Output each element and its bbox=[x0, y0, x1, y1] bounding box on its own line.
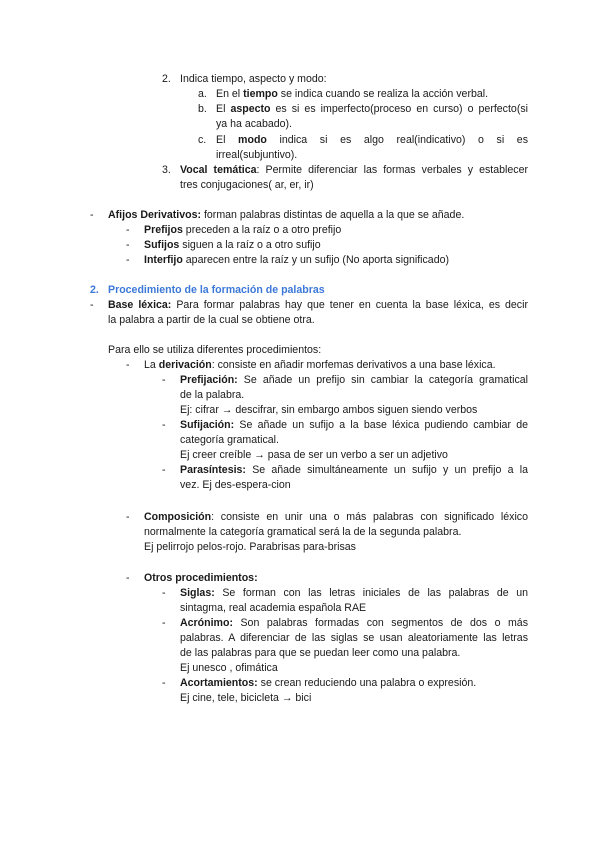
acronimo-line: Acrónimo: Son palabras formadas con segmentos de dos o más bbox=[180, 617, 528, 629]
otros-dash: - bbox=[126, 572, 130, 584]
para-line: Para ello se utiliza diferentes procedimientos: bbox=[108, 344, 322, 356]
afijos-line: Afijos Derivativos: forman palabras distintas de aquella a la que se añade. bbox=[108, 209, 465, 221]
afijo-dash: - bbox=[126, 254, 130, 266]
siglas-cont: sintagma, real academia española RAE bbox=[180, 602, 367, 614]
acronimo-cont-2: de las palabras para que se puedan leer como una palabra. bbox=[180, 647, 461, 659]
parasint-cont: vez. Ej des-espera-cion bbox=[180, 479, 291, 491]
suf-dash: - bbox=[162, 419, 166, 431]
item-b-line: El aspecto es si es imperfecto(proceso en curso) o perfecto(si bbox=[216, 103, 528, 115]
suf-line: Sufijación: Se añade un sufijo a la base léxica pudiendo cambiar de bbox=[180, 419, 528, 431]
afijo-dash: - bbox=[126, 224, 130, 236]
pref-example: Ej: cifrar → descifrar, sin embargo ambos siguen siendo verbos bbox=[180, 404, 478, 416]
deriv-dash: - bbox=[126, 359, 130, 371]
section-number: 2. bbox=[90, 284, 99, 296]
indica-line: Indica tiempo, aspecto y modo: bbox=[180, 73, 327, 85]
afijos-dash: - bbox=[90, 209, 94, 221]
pref-cont: de la palabra. bbox=[180, 389, 245, 401]
item-a-line: En el tiempo se indica cuando se realiza la acción verbal. bbox=[216, 88, 489, 100]
acort-line: Acortamientos: se crean reduciendo una palabra o expresión. bbox=[180, 677, 477, 689]
vocal-cont: tres conjugaciones( ar, er, ir) bbox=[180, 179, 314, 191]
siglas-dash: - bbox=[162, 587, 166, 599]
comp-line: Composición: consiste en unir una o más palabras con significado léxico bbox=[144, 511, 528, 523]
afijo-dash: - bbox=[126, 239, 130, 251]
list-number-2: 2. bbox=[162, 73, 171, 85]
item-b-cont: ya ha acabado). bbox=[216, 118, 292, 130]
base-line: Base léxica: Para formar palabras hay que tener en cuenta la base léxica, es decir bbox=[108, 299, 528, 311]
acronimo-dash: - bbox=[162, 617, 166, 629]
afijo-sufijos: Sufijos siguen a la raíz o a otro sufijo bbox=[144, 239, 321, 251]
siglas-line: Siglas: Se forman con las letras iniciales de las palabras de un bbox=[180, 587, 528, 599]
list-number-3: 3. bbox=[162, 164, 171, 176]
parasint-dash: - bbox=[162, 464, 166, 476]
base-dash: - bbox=[90, 299, 94, 311]
acort-dash: - bbox=[162, 677, 166, 689]
afijo-interfijo: Interfijo aparecen entre la raíz y un sufijo (No aporta significado) bbox=[144, 254, 450, 266]
pref-dash: - bbox=[162, 374, 166, 386]
suf-cont: categoría gramatical. bbox=[180, 434, 279, 446]
list-letter-a: a. bbox=[198, 88, 207, 100]
parasint-line: Parasíntesis: Se añade simultáneamente un sufijo y un prefijo a la bbox=[180, 464, 528, 476]
comp-cont: normalmente la categoría gramatical será la de la segunda palabra. bbox=[144, 526, 462, 538]
afijo-prefijos: Prefijos preceden a la raíz o a otro prefijo bbox=[144, 224, 342, 236]
comp-example: Ej pelirrojo pelos-rojo. Parabrisas para-brisas bbox=[144, 541, 356, 553]
vocal-line: Vocal temática: Permite diferenciar las formas verbales y establecer bbox=[180, 164, 528, 176]
pref-line: Prefijación: Se añade un prefijo sin cambiar la categoría gramatical bbox=[180, 374, 528, 386]
item-c-line: El modo indica si es algo real(indicativo) o si es bbox=[216, 134, 528, 146]
base-cont: la palabra a partir de la cual se obtiene otra. bbox=[108, 314, 315, 326]
deriv-line: La derivación: consiste en añadir morfemas derivativos a una base léxica. bbox=[144, 359, 496, 371]
item-c-cont: irreal(subjuntivo). bbox=[216, 149, 298, 161]
acort-example: Ej cine, tele, bicicleta → bici bbox=[180, 692, 312, 704]
suf-example: Ej creer creíble → pasa de ser un verbo a ser un adjetivo bbox=[180, 449, 448, 461]
section-heading: Procedimiento de la formación de palabras bbox=[108, 284, 325, 296]
acronimo-example: Ej unesco , ofimática bbox=[180, 662, 278, 674]
otros-heading: Otros procedimientos: bbox=[144, 572, 258, 584]
acronimo-cont-1: palabras. A diferenciar de las siglas se usan aleatoriamente las letras bbox=[180, 632, 528, 644]
list-letter-b: b. bbox=[198, 103, 207, 115]
list-letter-c: c. bbox=[198, 134, 207, 146]
comp-dash: - bbox=[126, 511, 130, 523]
